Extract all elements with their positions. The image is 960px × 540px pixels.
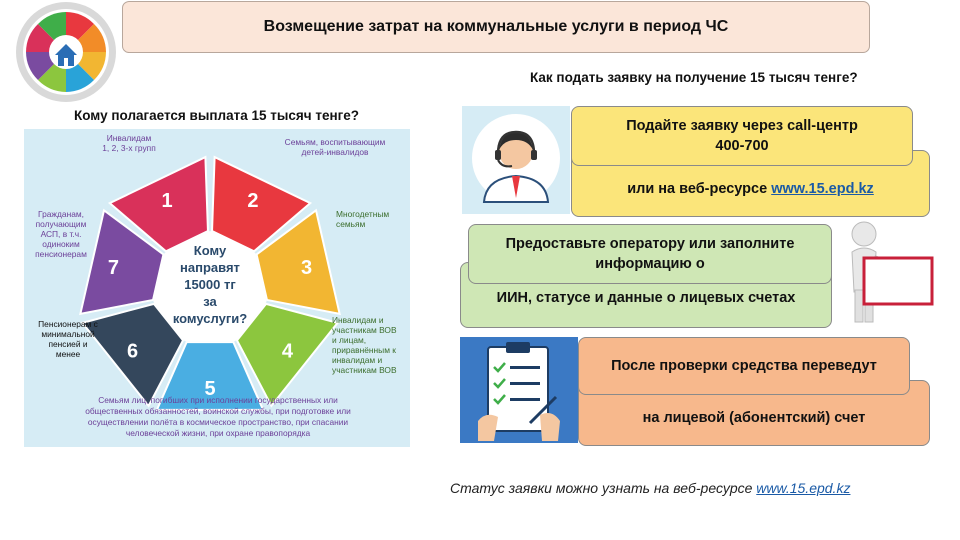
recipients-infographic bbox=[24, 129, 410, 447]
wheel-center-line: комуслуги? bbox=[172, 311, 248, 326]
segment-label-line: менее bbox=[55, 349, 81, 359]
segment-label-line: человеческой жизни, при охране правопорядка bbox=[125, 428, 311, 438]
segment-label-line: Семьям лиц, погибших при исполнении государственных или bbox=[98, 395, 338, 405]
step2-line2: информацию о bbox=[595, 256, 705, 272]
segment-label-line: общественных обязанностей, воинской службы, при подготовке или bbox=[85, 406, 351, 416]
segment-label-line: пенсией и bbox=[48, 339, 88, 349]
segment-label-1 bbox=[84, 133, 174, 153]
wheel-number-6: 6 bbox=[127, 340, 139, 363]
step1-line1: Подайте заявку через call-центр bbox=[626, 118, 858, 134]
segment-label-line: пенсионерам bbox=[35, 249, 87, 259]
segment-label-3 bbox=[336, 209, 406, 229]
status-note-prefix: Статус заявки можно узнать на веб-ресурсе bbox=[450, 480, 757, 496]
step1-callcenter-box bbox=[571, 106, 913, 166]
page-title bbox=[122, 1, 870, 53]
wheel-number-1: 1 bbox=[161, 189, 173, 212]
segment-label-line: приравнённым к bbox=[332, 345, 396, 355]
wheel-center-line: за bbox=[203, 294, 217, 309]
segment-label-line: детей-инвалидов bbox=[301, 147, 369, 157]
segment-label-line: минимальной bbox=[41, 329, 95, 339]
wheel-number-3: 3 bbox=[300, 256, 313, 279]
segment-label-line: одиноким bbox=[42, 239, 80, 249]
call-center-operator-icon bbox=[462, 106, 570, 214]
clipboard-checklist-icon bbox=[460, 337, 578, 443]
segment-label-line: инвалидам и bbox=[332, 355, 383, 365]
operator-image bbox=[462, 106, 570, 214]
wheel-center-line: 15000 тг bbox=[184, 277, 236, 292]
segment-label-line: Пенсионерам с bbox=[38, 319, 98, 329]
logo bbox=[14, 0, 118, 104]
segment-label-line: осуществлении полёта в космическое пространство, при спасании bbox=[87, 417, 349, 427]
segment-label-2 bbox=[270, 137, 400, 157]
step2-operator-box bbox=[468, 224, 832, 284]
wheel-center-line: направят bbox=[180, 260, 240, 275]
left-heading: Кому полагается выплата 15 тысяч тенге? bbox=[74, 108, 360, 123]
segment-label-7 bbox=[28, 209, 94, 259]
segment-label-line: семьям bbox=[336, 219, 366, 229]
segment-label-line: 1, 2, 3-х групп bbox=[102, 143, 156, 153]
status-note-link[interactable]: www.15.epd.kz bbox=[756, 480, 851, 496]
right-heading: Как подать заявку на получение 15 тысяч тенге? bbox=[530, 70, 858, 85]
segment-label-5 bbox=[34, 395, 402, 439]
step1-phone: 400-700 bbox=[715, 138, 769, 154]
page-title-text: Возмещение затрат на коммунальные услуги в период ЧС bbox=[263, 18, 729, 35]
step3-line2: на лицевой (абонентский) счет bbox=[642, 410, 866, 426]
step1-website-link[interactable]: www.15.epd.kz bbox=[771, 180, 874, 197]
person-with-sign-icon bbox=[838, 218, 938, 328]
status-note bbox=[450, 480, 850, 496]
wheel-center-line: Кому bbox=[193, 243, 227, 258]
step2-line3: ИИН, статусе и данные о лицевых счетах bbox=[496, 290, 796, 306]
step2-line1: Предоставьте оператору или заполните bbox=[505, 236, 795, 252]
checklist-image bbox=[460, 337, 578, 443]
segment-label-line: АСП, в т.ч. bbox=[40, 229, 82, 239]
wheel-number-2: 2 bbox=[247, 189, 259, 212]
segment-label-line: Многодетным bbox=[336, 209, 390, 219]
step3-verify-box bbox=[578, 337, 910, 395]
segment-label-line: получающим bbox=[35, 219, 87, 229]
segment-label-line: Инвалидам и bbox=[332, 315, 384, 325]
segment-label-4 bbox=[332, 315, 408, 375]
step3-line1: После проверки средства переведут bbox=[611, 358, 877, 374]
step1-website-prefix: или на веб-ресурсе bbox=[627, 180, 772, 197]
segment-label-line: и лицам, bbox=[332, 335, 367, 345]
segment-label-line: участникам ВОВ bbox=[332, 365, 397, 375]
wheel-number-4: 4 bbox=[281, 340, 293, 363]
segment-label-line: Инвалидам bbox=[106, 133, 152, 143]
segment-label-line: участникам ВОВ bbox=[332, 325, 397, 335]
wheel-number-5: 5 bbox=[204, 378, 216, 400]
segment-label-line: Семьям, воспитывающим bbox=[284, 137, 386, 147]
wheel-number-7: 7 bbox=[107, 256, 120, 279]
segment-label-line: Гражданам, bbox=[38, 209, 84, 219]
segment-label-6 bbox=[28, 319, 108, 359]
